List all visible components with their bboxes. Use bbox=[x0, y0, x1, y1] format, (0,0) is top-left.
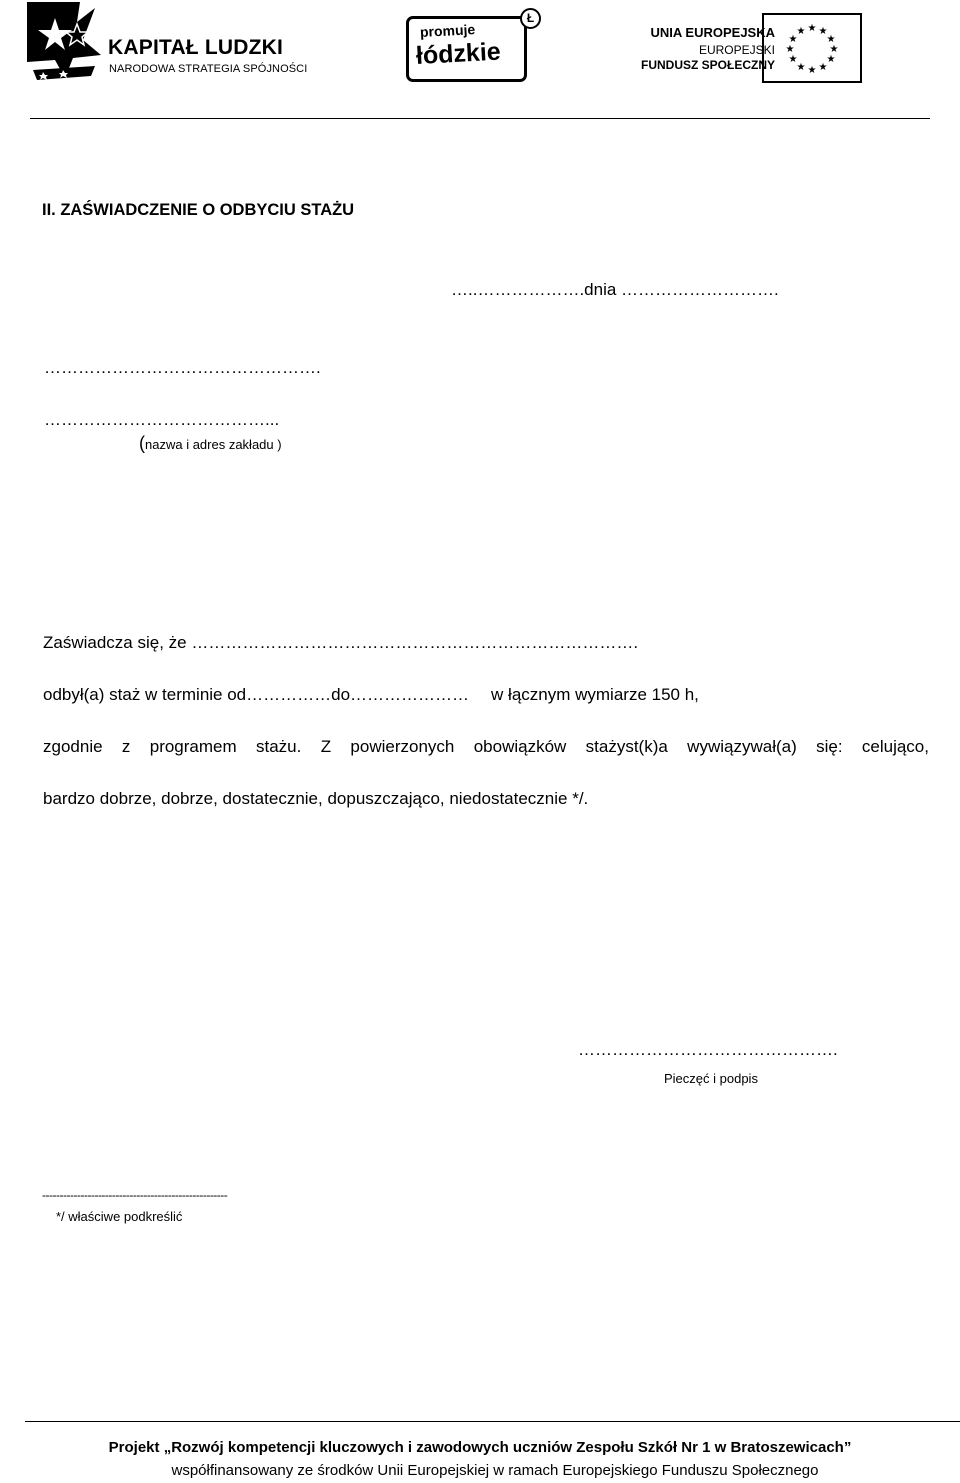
footnote-text: */ właściwe podkreślić bbox=[56, 1209, 183, 1224]
svg-text:★: ★ bbox=[826, 34, 836, 45]
kapital-ludzki-title: KAPITAŁ LUDZKI bbox=[108, 36, 284, 59]
svg-text:★: ★ bbox=[818, 26, 828, 37]
certify-paragraph: Zaświadcza się, że ……………………………………………………………………. bbox=[43, 633, 639, 652]
svg-text:★: ★ bbox=[796, 62, 806, 73]
date-line: …..……………….dnia ………………………. bbox=[451, 280, 779, 299]
address-caption-text: nazwa i adres zakładu ) bbox=[145, 437, 282, 452]
svg-text:★: ★ bbox=[788, 54, 798, 65]
eu-logo bbox=[642, 13, 892, 83]
svg-text:★: ★ bbox=[807, 23, 817, 34]
address-caption bbox=[139, 433, 282, 454]
footer-project-title: Projekt „Rozwój kompetencji kluczowych i zawodowych uczniów Zespołu Szkół Nr 1 w Bratoszewicach” bbox=[108, 1439, 852, 1456]
svg-text:★: ★ bbox=[807, 65, 817, 76]
footer-funding-note: współfinansowany ze środków Unii Europejskiej w ramach Europejskiego Funduszu Społecznego bbox=[171, 1462, 819, 1479]
term-paragraph bbox=[43, 685, 699, 705]
address-caption-paren: ( bbox=[139, 433, 145, 453]
promuje-lodzkie-logo bbox=[406, 10, 541, 85]
signature-caption: Pieczęć i podpis bbox=[664, 1071, 758, 1086]
svg-text:★: ★ bbox=[788, 34, 798, 45]
eu-title: UNIA EUROPEJSKA bbox=[650, 25, 775, 40]
document-title: II. ZAŚWIADCZENIE O ODBYCIU STAŻU bbox=[42, 200, 355, 219]
address-line-1: …………………………………………. bbox=[44, 358, 321, 377]
svg-text:★: ★ bbox=[796, 26, 806, 37]
lodzkie-text: łódzkie bbox=[415, 37, 502, 70]
svg-text:★: ★ bbox=[785, 44, 795, 55]
kapital-ludzki-emblem-icon bbox=[25, 0, 107, 92]
footnote-rule: ----------------------------------------------------- bbox=[42, 1188, 228, 1202]
term-dates: odbył(a) staż w terminie od……………do………………… bbox=[43, 685, 470, 704]
kapital-ludzki-subtitle: NARODOWA STRATEGIA SPÓJNOŚCI bbox=[109, 63, 308, 75]
header-divider bbox=[30, 118, 930, 119]
signature-line: ………………………………………. bbox=[578, 1040, 838, 1059]
svg-text:★: ★ bbox=[829, 44, 839, 55]
address-line-2: …………………………………... bbox=[44, 410, 280, 429]
term-hours: w łącznym wymiarze 150 h, bbox=[491, 685, 699, 704]
eu-fund-line2: FUNDUSZ SPOŁECZNY bbox=[640, 58, 775, 72]
eu-flag-icon bbox=[762, 13, 862, 83]
footer-divider bbox=[25, 1421, 960, 1422]
eu-fund-line1: EUROPEJSKI bbox=[698, 43, 775, 57]
lodzkie-badge-icon: Ł bbox=[520, 8, 541, 29]
svg-text:★: ★ bbox=[826, 54, 836, 65]
svg-text:★: ★ bbox=[818, 62, 828, 73]
program-paragraph: zgodnie z programem stażu. Z powierzonych obowiązków stażyst(k)a wywiązywał(a) się: celująco, bbox=[43, 737, 929, 756]
kapital-ludzki-logo bbox=[25, 0, 310, 95]
promuje-text: promuje bbox=[419, 21, 476, 40]
grades-paragraph: bardzo dobrze, dobrze, dostatecznie, dopuszczająco, niedostatecznie */. bbox=[43, 789, 589, 808]
